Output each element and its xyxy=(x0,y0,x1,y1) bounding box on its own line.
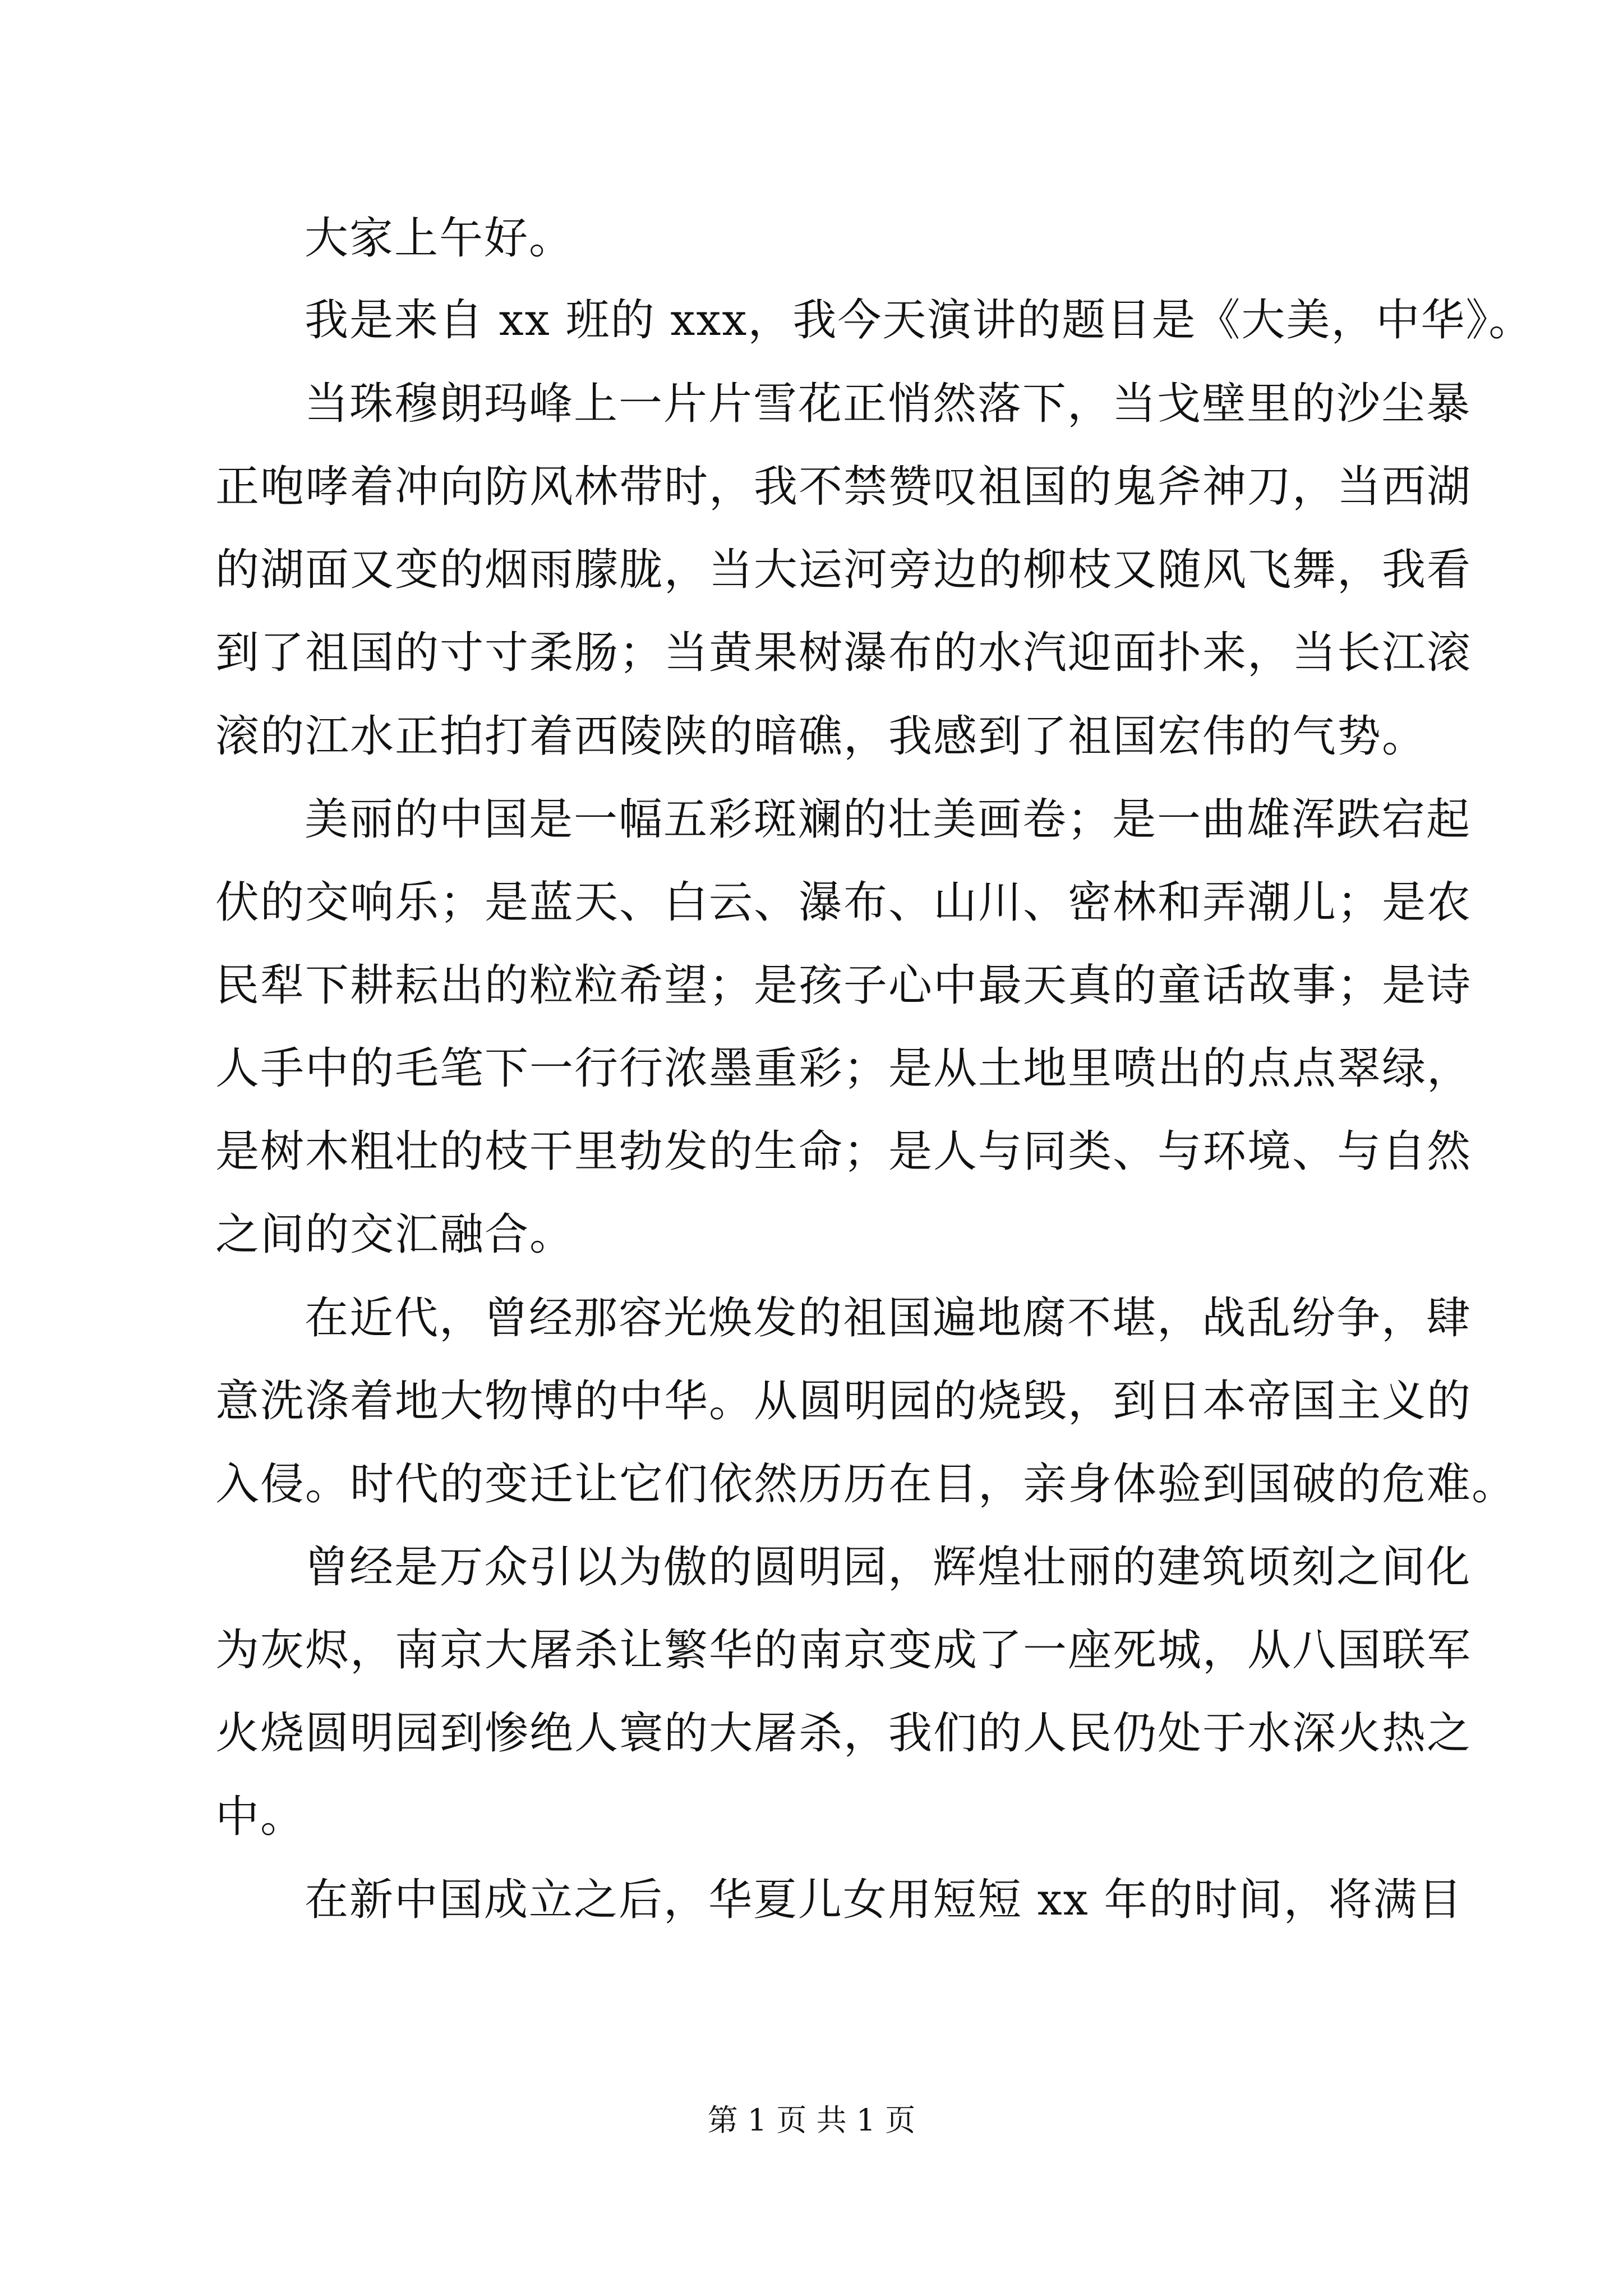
text-line: 火烧圆明园到惨绝人寰的大屠杀，我们的人民仍处于水深火热之 xyxy=(215,1708,1472,1759)
page-number-footer: 第 1 页 共 1 页 xyxy=(707,2102,916,2138)
text-line: 入侵。时代的变迁让它们依然历历在目，亲身体验到国破的危难。 xyxy=(215,1459,1517,1510)
text-line: 为灰烬，南京大屠杀让繁华的南京变成了一座死城，从八国联军 xyxy=(215,1625,1472,1676)
text-line: 是树木粗壮的枝干里勃发的生命；是人与同类、与环境、与自然 xyxy=(215,1126,1472,1177)
text-line: 滚的江水正拍打着西陵陕的暗礁，我感到了祖国宏伟的气势。 xyxy=(215,711,1427,762)
text-line: 美丽的中国是一幅五彩斑斓的壮美画卷；是一曲雄浑跌宕起 xyxy=(305,794,1472,845)
text-line: 伏的交响乐；是蓝天、白云、瀑布、山川、密林和弄潮儿；是农 xyxy=(215,877,1472,928)
text-line: 民犁下耕耘出的粒粒希望；是孩子心中最天真的童话故事；是诗 xyxy=(215,960,1472,1011)
text-line: 当珠穆朗玛峰上一片片雪花正悄然落下，当戈壁里的沙尘暴 xyxy=(305,379,1472,429)
text-line: 正咆哮着冲向防风林带时，我不禁赞叹祖国的鬼斧神刀，当西湖 xyxy=(215,462,1472,512)
text-line-greeting: 大家上午好。 xyxy=(305,213,574,264)
text-line-intro: 我是来自 xx 班的 xxx，我今天演讲的题目是《大美，中华》。 xyxy=(305,295,1534,346)
text-line: 的湖面又变的烟雨朦胧，当大运河旁边的柳枝又随风飞舞，我看 xyxy=(215,545,1472,595)
text-line: 之间的交汇融合。 xyxy=(215,1209,575,1260)
text-line: 到了祖国的寸寸柔肠；当黄果树瀑布的水汽迎面扑来，当长江滚 xyxy=(215,628,1472,678)
text-line: 意洗涤着地大物博的中华。从圆明园的烧毁，到日本帝国主义的 xyxy=(215,1376,1472,1427)
text-line: 人手中的毛笔下一行行浓墨重彩；是从土地里喷出的点点翠绿， xyxy=(215,1043,1472,1094)
text-line: 曾经是万众引以为傲的圆明园，辉煌壮丽的建筑顷刻之间化 xyxy=(305,1542,1472,1593)
text-line: 在近代，曾经那容光焕发的祖国遍地腐不堪，战乱纷争，肆 xyxy=(305,1293,1472,1343)
text-line: 在新中国成立之后，华夏儿女用短短 xx 年的时间，将满目 xyxy=(305,1875,1463,1925)
text-line: 中。 xyxy=(215,1792,306,1842)
